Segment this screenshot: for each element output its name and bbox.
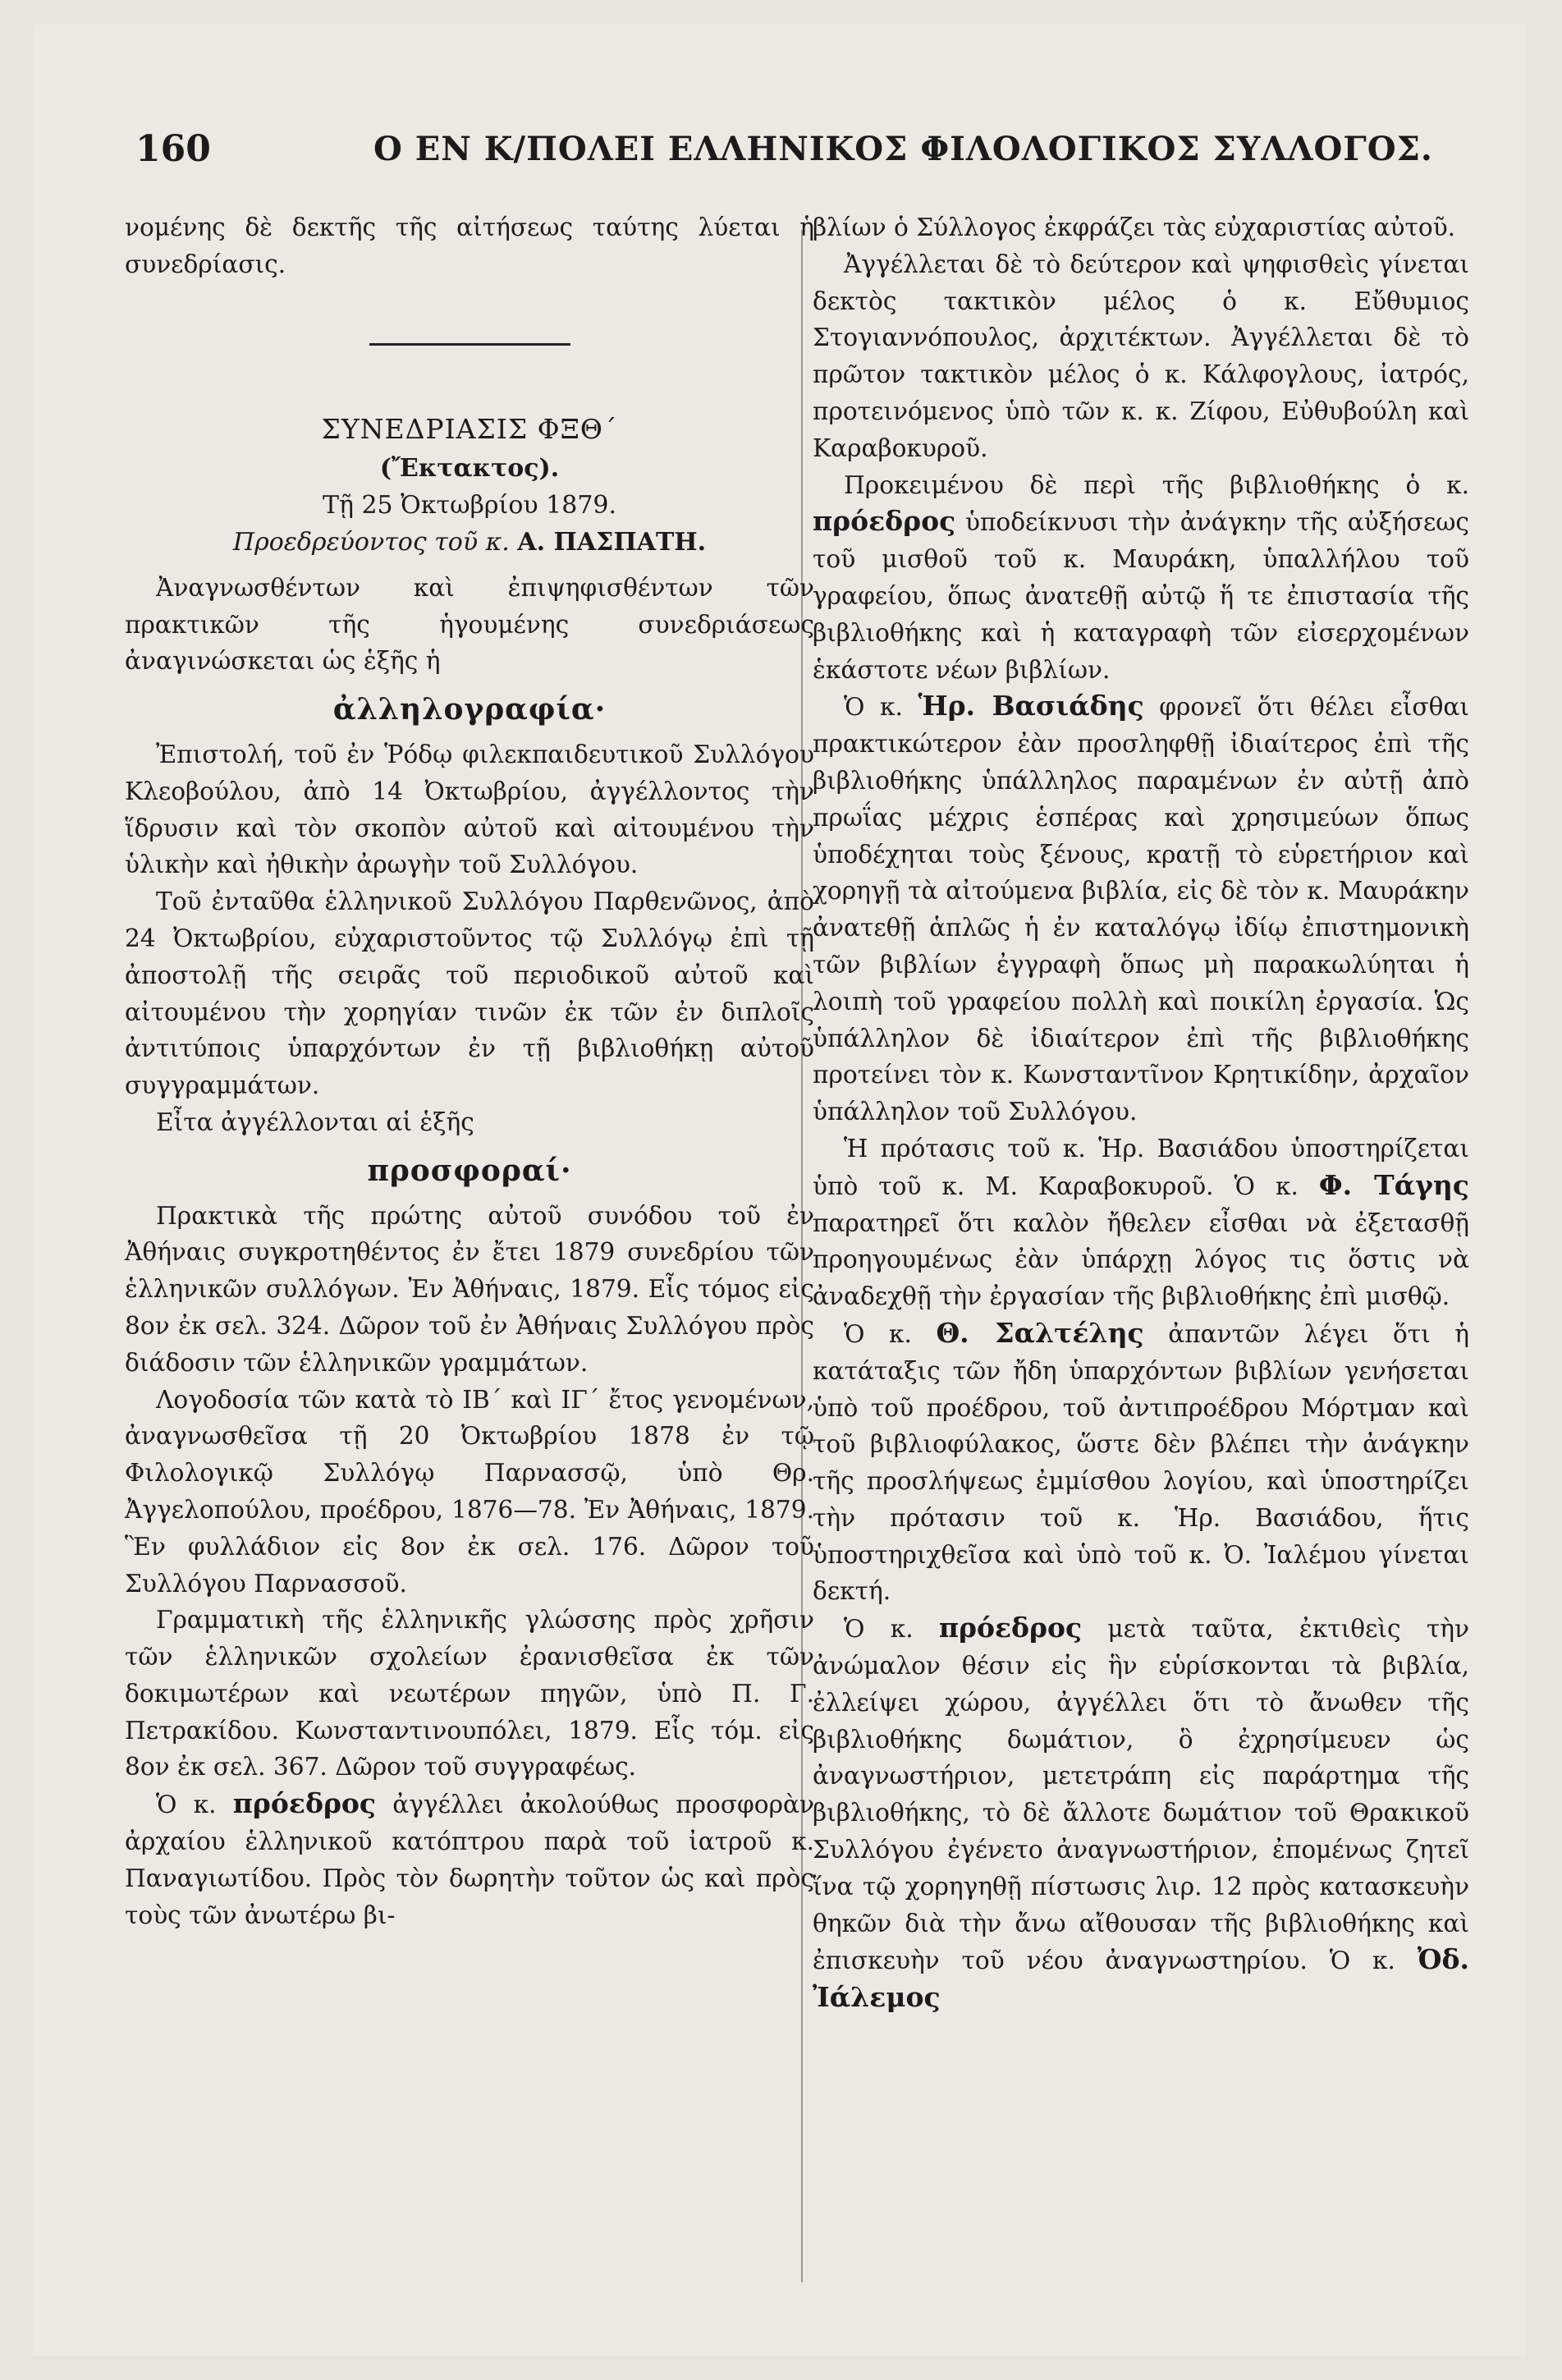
session-date: Τῇ 25 Ὀκτωβρίου 1879.	[322, 491, 617, 520]
running-title: Ο ΕΝ Κ/ΠΟΛΕΙ ΕΛΛΗΝΙΚΟΣ ΦΙΛΟΛΟΓΙΚΟΣ ΣΥΛΛΟΓΟΣ.	[373, 130, 1433, 168]
text-run: παρατηρεῖ ὅτι καλὸν ἤθελεν εἶσθαι νὰ ἐξετασθῇ προηγουμένως ἐὰν ὑπάρχῃ λόγος τις ὅστις νὰ ἀναδεχθῇ τὴν ἐργασίαν τῆς βιβλιοθήκης ἐπὶ μισθῷ.	[813, 1208, 1469, 1311]
speaker-name: Ὀδ. Ἰάλεμος	[813, 1943, 1469, 2014]
paragraph-mirror	[125, 1786, 814, 1933]
text-run: Ἡ πρότασις τοῦ κ. Ἡρ. Βασιάδου ὑποστηρίζεται ὑπὸ τοῦ κ. Μ. Καραβοκυροῦ. Ὁ κ.	[813, 1134, 1469, 1200]
paragraph-intro: νομένης δὲ δεκτῆς τῆς αἰτήσεως ταύτης λύεται ἡ συνεδρίασις.	[125, 213, 814, 278]
paragraph-library	[813, 467, 1469, 689]
president-label: πρόεδρος	[232, 1787, 377, 1820]
speaker-name: Φ. Τάγης	[1318, 1168, 1469, 1201]
presiding-prefix: Προεδρεύοντος τοῦ κ.	[232, 527, 510, 557]
text-run: ἀπαντῶν λέγει ὅτι ἡ κατάταξις τῶν ἤδη ὑπαρχόντων βιβλίων γενήσεται ὑπὸ τοῦ προέδρου, τοῦ ἀντιπροέδρου Μόρτμαν καὶ τοῦ βιβλιοφύλακος, ὥστε δὲν βλέπει τὴν ἀνάγκην τῆς προσλήψεως ἐμμίσθου λογίου, καὶ ὑποστηρίζει τὴν πρότασιν τοῦ κ. Ἡρ. Βασιάδου, ἥτις ὑποστηριχθεῖσα καὶ ὑπὸ τοῦ κ. Ὀ. Ἰαλέμου γίνεται δεκτή.	[813, 1319, 1469, 1606]
paragraph-reading-room	[813, 1610, 1469, 2017]
text-run: Ὁ κ.	[156, 1791, 217, 1819]
paragraph-offering-2: Λογοδοσία τῶν κατὰ τὸ ΙΒ΄ καὶ ΙΓ΄ ἔτος γενομένων, ἀναγνωσθεῖσα τῇ 20 Ὀκτωβρίου 1878 ἐν τῷ Φιλολογικῷ Συλλόγῳ Παρνασσῷ, ὑπὸ Θρ. Ἀγγελοπούλου, προέδρου, 1876—78. Ἐν Ἀθήναις, 1879. Ἓν φυλλάδιον εἰς 8ον ἐκ σελ. 176. Δῶρον τοῦ Συλλόγου Παρνασσοῦ.	[125, 1385, 814, 1598]
paragraph-offering-1: Πρακτικὰ τῆς πρώτης αὐτοῦ συνόδου τοῦ ἐν Ἀθήναις συγκροτηθέντος ἐν ἔτει 1879 συνεδρίου τῶν ἑλληνικῶν συλλόγων. Ἐν Ἀθήναις, 1879. Εἷς τόμος εἰς 8ον ἐκ σελ. 324. Δῶρον τοῦ ἐν Ἀθήναις Συλλόγου πρὸς διάδοσιν τῶν ἑλληνικῶν γραμμάτων.	[125, 1201, 814, 1377]
session-type: (Ἔκτακτος).	[379, 454, 560, 484]
paragraph-members: Ἀγγέλλεται δὲ τὸ δεύτερον καὶ ψηφισθεὶς γίνεται δεκτὸς τακτικὸν μέλος ὁ κ. Εὔθυμιος Στογιαννόπουλος, ἀρχιτέκτων. Ἀγγέλλεται δὲ τὸ πρῶτον τακτικὸν μέλος ὁ κ. Κάλφογλους, ἰατρός, προτεινόμενος ὑπὸ τῶν κ. κ. Ζίφου, Εὐθυβούλη καὶ Καραβοκυροῦ.	[813, 250, 1469, 462]
heading-offerings: προσφοραί·	[367, 1153, 572, 1188]
president-label: πρόεδρος	[813, 505, 956, 538]
heading-correspondence: ἀλληλογραφία·	[332, 692, 607, 727]
paragraph-letter-rhodes: Ἐπιστολή, τοῦ ἐν Ῥόδῳ φιλεκπαιδευτικοῦ Συλλόγου Κλεοβούλου, ἀπὸ 14 Ὀκτωβρίου, ἀγγέλλοντος τὴν ἵδρυσιν καὶ τὸν σκοπὸν αὐτοῦ καὶ αἰτουμένου τὴν ὑλικὴν καὶ ἠθικὴν ἀρωγὴν τοῦ Συλλόγου.	[125, 740, 814, 879]
presiding-line	[125, 525, 814, 562]
paragraph-tagis	[813, 1130, 1469, 1315]
text-run: μετὰ ταῦτα, ἐκτιθεὶς τὴν ἀνώμαλον θέσιν εἰς ἣν εὑρίσκονται τὰ βιβλία, ἐλλείψει χώρου, ἀγγέλλει ὅτι τὸ ἄνωθεν τῆς βιβλιοθήκης δωμάτιον, ὃ ἐχρησίμευεν ὡς ἀναγνωστήριον, μετετράπη εἰς παράρτημα τῆς βιβλιοθήκης, τὸ δὲ ἄλλοτε δωμάτιον τοῦ Θρακικοῦ Συλλόγου ἐγένετο ἀναγνωστήριον, ἐπομένως ζητεῖ ἵνα τῷ χορηγηθῇ πίστωσις λιρ. 12 πρὸς κατασκευὴν θηκῶν διὰ τὴν ἄνω αἴθουσαν τῆς βιβλιοθήκης καὶ ἐπισκευὴν τοῦ νέου ἀναγνωστηρίου. Ὁ κ.	[813, 1615, 1469, 1975]
section-rule	[369, 343, 570, 346]
paragraph-letter-parthenon: Τοῦ ἐνταῦθα ἑλληνικοῦ Συλλόγου Παρθενῶνος, ἀπὸ 24 Ὀκτωβρίου, εὐχαριστοῦντος τῷ Συλλόγῳ ἐπὶ τῇ ἀποστολῇ τῆς σειρᾶς τοῦ περιοδικοῦ αὐτοῦ καὶ αἰτουμένου τὴν χορηγίαν τινῶν ἐκ τῶν ἐν διπλοῖς ἀντιτύποις ὑπαρχόντων ἐν τῇ βιβλιοθήκῃ αὐτοῦ συγγραμμάτων.	[125, 887, 814, 1100]
running-header	[135, 113, 1433, 187]
president-label: πρόεδρος	[938, 1612, 1083, 1644]
paragraph-announcement: Εἶτα ἀγγέλλονται αἱ ἑξῆς	[156, 1107, 474, 1136]
session-title: ΣΥΝΕΔΡΙΑΣΙΣ ΦΞΘ΄	[321, 412, 618, 445]
book-page	[33, 25, 1527, 2356]
text-run: ὑποδείκνυσι τὴν ἀνάγκην τῆς αὐξήσεως τοῦ μισθοῦ τοῦ κ. Μαυράκη, ὑπαλλήλου τοῦ γραφείου, ὅπως ἀνατεθῇ αὐτῷ ἥ τε ἐπιστασία τῆς βιβλιοθήκης καὶ ἡ καταγραφὴ τῶν εἰσερχομένων ἑκάστοτε νέων βιβλίων.	[813, 508, 1469, 684]
text-run: Προκειμένου δὲ περὶ τῆς βιβλιοθήκης ὁ κ.	[844, 470, 1469, 499]
speaker-name: Ἡρ. Βασιάδης	[918, 690, 1144, 722]
right-column	[813, 209, 1469, 2017]
page-number: 160	[135, 128, 211, 170]
presiding-name: Α. ΠΑΣΠΑΤΗ.	[517, 527, 707, 557]
text-run: φρονεῖ ὅτι θέλει εἶσθαι πρακτικώτερον ἐὰν προσληφθῇ ἰδιαίτερος ἐπὶ τῆς βιβλιοθήκης ὑπάλληλος παραμένων ἐν αὐτῇ ἀπὸ πρωΐας μέχρις ἑσπέρας καὶ χρησιμεύων ὅπως ὑποδέχηται τοὺς ξένους, κρατῇ τὸ εὑρετήριον καὶ χορηγῇ τὰ αἰτούμενα βιβλία, εἰς δὲ τὸν κ. Μαυράκην ἀνατεθῇ ἁπλῶς ἡ ἐν καταλόγῳ ἰδίῳ ἐπιστημονικὴ τῶν βιβλίων ἐγγραφὴ ὅπως μὴ παρακωλύηται ἡ λοιπὴ τοῦ γραφείου πολλὴ καὶ ποικίλη ἐργασία. Ὡς ὑπάλληλον δὲ ἰδιαίτερον ἐπὶ τῆς βιβλιοθήκης προτείνει τὸν κ. Κωνσταντῖνον Κρητικίδην, ἀρχαῖον ὑπάλληλον τοῦ Συλλόγου.	[813, 693, 1469, 1126]
paragraph-thanks: βλίων ὁ Σύλλογος ἐκφράζει τὰς εὐχαριστίας αὐτοῦ.	[813, 213, 1456, 241]
paragraph-saltelis	[813, 1315, 1469, 1610]
text-run: Ὁ κ.	[844, 1319, 912, 1348]
paragraph-vasiadis	[813, 688, 1469, 1130]
left-column	[125, 209, 814, 1933]
paragraph-minutes: Ἀναγνωσθέντων καὶ ἐπιψηφισθέντων τῶν πρακτικῶν τῆς ἡγουμένης συνεδριάσεως ἀναγινώσκεται ὡς ἑξῆς ἡ	[125, 573, 814, 676]
paragraph-offering-3: Γραμματικὴ τῆς ἑλληνικῆς γλώσσης πρὸς χρῆσιν τῶν ἑλληνικῶν σχολείων ἐρανισθεῖσα ἐκ τῶν δοκιμωτέρων καὶ νεωτέρων πηγῶν, ὑπὸ Π. Γ. Πετρακίδου. Κωνσταντινουπόλει, 1879. Εἷς τόμ. εἰς 8ον ἐκ σελ. 367. Δῶρον τοῦ συγγραφέως.	[125, 1606, 814, 1782]
text-run: ἀγγέλλει ἀκολούθως προσφορὰν ἀρχαίου ἑλληνικοῦ κατόπτρου παρὰ τοῦ ἰατροῦ κ. Παναγιωτίδου. Πρὸς τὸν δωρητὴν τοῦτον ὡς καὶ πρὸς τοὺς τῶν ἀνωτέρω βι-	[125, 1791, 814, 1929]
text-run: Ὁ κ.	[844, 1615, 914, 1644]
text-run: Ὁ κ.	[844, 693, 903, 722]
speaker-name: Θ. Σαλτέλης	[936, 1316, 1144, 1349]
